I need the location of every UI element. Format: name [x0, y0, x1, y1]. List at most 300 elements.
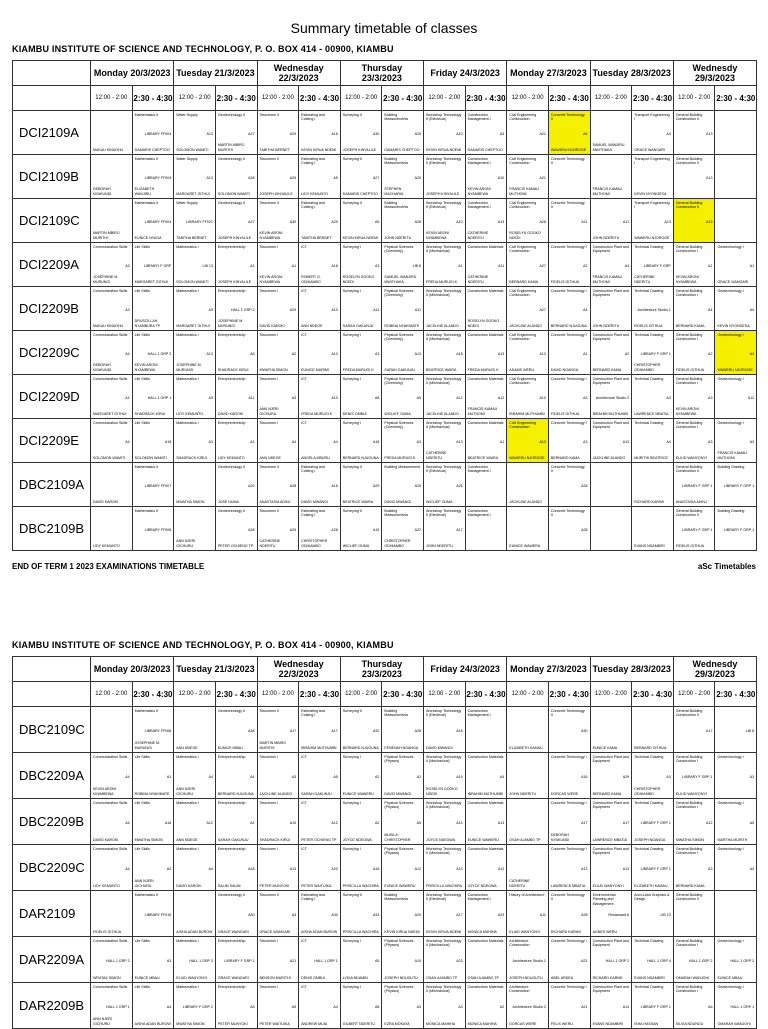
timetable-cell [715, 507, 757, 551]
timetable-cell [299, 937, 341, 983]
timetable-cell [257, 983, 299, 1029]
timetable-cell [132, 375, 174, 419]
subject-text: General Building Construction II [675, 893, 703, 902]
timetable-cell [548, 799, 590, 845]
subject-text: Construction Plant and Equipment [592, 939, 629, 948]
room-text: A16 [331, 131, 338, 136]
lecturer-text: SARAH GAKUNJU [217, 837, 249, 842]
lecturer-text: ANN NJERI GICHURU [176, 787, 196, 796]
subject-text: Workshop Technology II (Electrical) [426, 509, 462, 518]
room-text: A23 [497, 912, 505, 917]
lecturer-text: GRACE WANGARI [259, 929, 291, 934]
subject-text: Entrepreneurship [217, 939, 246, 943]
timetable-cell [673, 707, 715, 753]
room-text: LIBRARY F GRP 1 [723, 527, 755, 532]
subject-text: Surveying II [342, 157, 362, 161]
room-text: A28 [289, 483, 297, 488]
room-text: A2 [499, 1004, 505, 1009]
timetable-cell [132, 287, 174, 331]
class-row [13, 891, 757, 937]
timetable-cell [132, 463, 174, 507]
room-text: A27 [539, 307, 546, 312]
room-text: A17 [456, 912, 463, 917]
subject-text: Mathematics I [176, 245, 199, 249]
room-text: LIB 8 [745, 728, 755, 733]
subject-text: Geotechnology II [217, 201, 246, 205]
time-slot-header: 2:30 - 4:30 [715, 682, 757, 707]
subject-text: Entrepreneurship [217, 985, 246, 989]
subject-text: Entrepreneurship [217, 377, 246, 381]
lecturer-text: BERNARD NJUGUNA [342, 745, 379, 750]
subject-text: Arch-Land Graphics & Design [634, 893, 670, 902]
room-text: A30 [331, 912, 338, 917]
lecturer-text: OSAH AJAMBO TP [509, 837, 541, 842]
timetable-cell [673, 891, 715, 937]
room-text: A29 [414, 175, 422, 180]
class-name: DCI2209C [13, 331, 91, 375]
timetable-cell [632, 419, 674, 463]
day-header-row [13, 657, 757, 682]
lecturer-text: BERNARD KAMA [592, 367, 622, 372]
lecturer-text: ROBINA NYAKIMATE [134, 791, 170, 796]
timetable-cell [424, 111, 466, 155]
subject-text: Mathematics II [134, 465, 158, 469]
lecturer-text: MARTHA MURITH [717, 837, 748, 842]
subject-text: General Building Construction I [675, 939, 703, 948]
subject-text: Geotechnology II [217, 113, 246, 117]
lecturer-text: GRACE WANGARI [217, 929, 249, 934]
timetable-cell [382, 331, 424, 375]
timetable-cell [507, 937, 549, 983]
timetable-cell [382, 983, 424, 1029]
lecturer-text: ADAMS WERU [509, 367, 535, 372]
timetable-cell [465, 891, 507, 937]
lecturer-text: KEVIN ARONI NYAMBEWA [259, 231, 283, 240]
subject-text: Life Skills [134, 245, 150, 249]
timetable-cell [257, 419, 299, 463]
day-header: Friday 24/3/2023 [424, 657, 507, 682]
lecturer-text: IBRAHIM MUTHUMBI [592, 411, 628, 416]
class-name: DBC2109C [13, 707, 91, 753]
subject-text: ICT [301, 333, 307, 337]
subject-text: Civil Engineering Construction [509, 421, 537, 430]
subject-text: General Building Construction I [675, 801, 703, 810]
room-text: A28 [248, 728, 255, 733]
room-text: A3 [666, 774, 671, 779]
time-slot-header: 2:30 - 4:30 [465, 682, 507, 707]
class-name: DBC2209A [13, 753, 91, 799]
room-text: A28 [414, 728, 422, 733]
timetable-cell [340, 111, 382, 155]
lecturer-text: EUNICE MBAU [217, 745, 243, 750]
room-text: A14 [456, 820, 463, 825]
class-row [13, 937, 757, 983]
subject-text: Construction Plant and Equipment [592, 847, 629, 856]
timetable-cell [465, 707, 507, 753]
class-name: DCI2209B [13, 287, 91, 331]
timetable-cell [299, 845, 341, 891]
room-text: A21 [539, 175, 546, 180]
lecturer-text: GRACE WANGARI [634, 147, 666, 152]
subject-text: Communication Skills [93, 377, 128, 381]
room-text: A5 [333, 774, 338, 779]
timetable-cell [257, 799, 299, 845]
timetable-cell [424, 463, 466, 507]
timetable-cell [257, 463, 299, 507]
lecturer-text: PETER MUNYOKI [217, 1021, 248, 1026]
room-text: A4 [583, 307, 588, 312]
subject-text: Construction Management I [467, 201, 491, 210]
subject-text: Life Skills [134, 939, 150, 943]
lecturer-text: EUNICE WAWERU [509, 543, 541, 548]
subject-text: Technical Drawing [634, 421, 664, 425]
timetable-cell [174, 937, 216, 983]
room-text: LIBRARY FF006 [144, 527, 172, 532]
room-text: LIBRARY F GRP 1 [224, 958, 255, 963]
timetable-cell [548, 937, 590, 983]
room-text: A4 [666, 131, 671, 136]
subject-text: ICT [301, 939, 307, 943]
timetable-cell [257, 111, 299, 155]
timetable-cell [673, 243, 715, 287]
lecturer-text: ROSELYN GOOKO NDEDI [509, 231, 541, 240]
subject-text: Mathematics I [176, 333, 199, 337]
room-text: A4 [125, 774, 130, 779]
room-text: A1 [250, 439, 255, 444]
timetable-cell [715, 111, 757, 155]
subject-text: Mathematics II [134, 509, 158, 513]
timetable-cell [382, 199, 424, 243]
room-text: A1 [708, 263, 713, 268]
timetable-cell [715, 331, 757, 375]
timetable-cell [507, 891, 549, 937]
subject-text: Geotechnology II [217, 509, 246, 513]
room-text: A13 [497, 351, 505, 356]
timetable-cell [590, 891, 632, 937]
lecturer-text: EUNICE WAWERU [384, 883, 416, 888]
room-text: A3 [749, 774, 755, 779]
room-text: HALL 1 GRP 2 [230, 307, 255, 312]
room-text: A28 [248, 175, 255, 180]
timetable-cell [465, 111, 507, 155]
timetable-cell [340, 891, 382, 937]
lecturer-text: JACKLINE ALANDO [509, 499, 543, 504]
subject-text: ICT [301, 801, 307, 805]
room-text: A13 [331, 351, 338, 356]
room-text: A4 [125, 351, 130, 356]
timetable-cell [215, 983, 257, 1029]
lecturer-text: DAVID KAROKI [259, 323, 285, 328]
subject-text: Concrete Technology I [550, 755, 587, 759]
room-text: A32 [373, 728, 380, 733]
lecturer-text: BERNARD KAMA [509, 279, 539, 284]
class-name: DCI2209A [13, 243, 91, 287]
timetable-cell [590, 287, 632, 331]
room-text: A18 [331, 263, 338, 268]
timetable-cell [715, 845, 757, 891]
institution-header-1: KIAMBU INSTITUTE OF SCIENCE AND TECHNOLOGY, P. O. BOX 414 - 00900, KIAMBU [12, 44, 394, 54]
room-text: A29 [373, 483, 380, 488]
lecturer-text: FRANCIS KAMAU MUTHOMI [509, 187, 539, 196]
timetable-cell [465, 199, 507, 243]
day-header: Thursday 23/3/2023 [340, 61, 423, 86]
timetable-cell [465, 463, 507, 507]
subject-text: Estimating and Costing I [301, 509, 325, 518]
timetable-cell [257, 287, 299, 331]
subject-text: Construction Plant and Equipment [592, 333, 629, 342]
subject-text: Workshop Technology II (Mechanical) [426, 755, 462, 764]
timetable-cell [340, 199, 382, 243]
subject-text: Surveying I [342, 939, 361, 943]
room-text: A10 [331, 395, 338, 400]
lecturer-text: MARGARET GITHUI [134, 279, 169, 284]
timetable-cell [424, 937, 466, 983]
timetable-cell [257, 707, 299, 753]
lecturer-text: SARAH GAKUNJU [301, 791, 332, 796]
room-text: LIBRARY F GRP 1 [640, 351, 671, 356]
lecturer-text: FREDA MURUGI K [342, 367, 374, 372]
lecturer-text: SOLOMON WAMITI [93, 455, 126, 460]
timetable-cell [299, 243, 341, 287]
timetable-cell [424, 243, 466, 287]
subject-text: Geotechnology I [717, 377, 744, 381]
day-header: Tuesday 28/3/2023 [590, 657, 673, 682]
time-slot-header: 2:30 - 4:30 [548, 682, 590, 707]
room-text: A3 [208, 439, 213, 444]
timetable-cell [299, 463, 341, 507]
timetable-cell [340, 799, 382, 845]
timetable-cell [215, 331, 257, 375]
lecturer-text: WICLIEF OUMA [342, 543, 370, 548]
room-text: A18 [373, 439, 380, 444]
timetable-cell [215, 419, 257, 463]
timetable-cell [424, 753, 466, 799]
room-text: A21 [581, 958, 588, 963]
room-text: A3 [375, 263, 380, 268]
lecturer-text: ANN NDEGE [301, 323, 323, 328]
subject-text: Concrete Technology II [550, 465, 585, 474]
timetable-cell [465, 753, 507, 799]
subject-text: General Building Construction I [675, 289, 703, 298]
lecturer-text: ELIUD WANYONYI [675, 455, 707, 460]
lecturer-text: BERNARD NJUGUNA [342, 455, 379, 460]
room-text: A13 [497, 219, 505, 224]
timetable-cell [507, 375, 549, 419]
lecturer-text: ROSELYN GOOKO NDEDI [342, 275, 375, 284]
room-text: A14 [622, 1004, 630, 1009]
room-text: A13 [706, 175, 713, 180]
lecturer-text: FREDA MURUGI K [467, 367, 499, 372]
room-text: A10 [289, 820, 297, 825]
room-text: A18 [164, 439, 172, 444]
timetable-cell [174, 375, 216, 419]
subject-text: Life Skills [134, 847, 150, 851]
subject-text: Building Measurements [384, 893, 409, 902]
subject-text: Physical Sciences (Chemistry) [384, 333, 414, 342]
timetable-cell [715, 199, 757, 243]
subject-text: Mathematics I [176, 985, 199, 989]
timetable-cell [548, 287, 590, 331]
timetable-cell [424, 983, 466, 1029]
subject-text: Construction Management I [467, 709, 491, 718]
timetable-cell [590, 463, 632, 507]
timetable-cell [715, 287, 757, 331]
footer-left: END OF TERM 1 2023 EXAMINATIONS TIMETABLE [12, 562, 205, 571]
lecturer-text: KEVIN NYONGESA [634, 191, 667, 196]
room-text: A13 [706, 131, 713, 136]
time-slot-header: 2:30 - 4:30 [715, 86, 757, 111]
room-text: HALL 1 GRP 2 [147, 351, 172, 356]
timetable-cell [257, 753, 299, 799]
timetable-cell [340, 155, 382, 199]
timetable-cell [632, 243, 674, 287]
timetable-cell [424, 287, 466, 331]
room-text: A2 [375, 774, 380, 779]
lecturer-text: MAKAU KINUDHU [93, 147, 124, 152]
class-row [13, 463, 757, 507]
lecturer-text: PETER OCHIENG TP [301, 837, 337, 842]
subject-text: Entrepreneurship [217, 755, 246, 759]
subject-text: Workshop Technology II (Mechanical) [426, 289, 462, 298]
room-text: Restaurant A [608, 912, 630, 917]
timetable-cell [507, 155, 549, 199]
timetable-cell [174, 463, 216, 507]
timetable-cell [132, 845, 174, 891]
room-text: A4 [749, 351, 755, 356]
subject-text: Construction Plant and Equipment [592, 801, 629, 810]
lecturer-text: BERNARD KAMA [675, 323, 705, 328]
timetable-cell [465, 287, 507, 331]
timetable-cell [465, 983, 507, 1029]
lecturer-text: JOHN NDERITU [592, 323, 620, 328]
timetable-cell [715, 707, 757, 753]
lecturer-text: ANN NDEGE [176, 745, 198, 750]
timetable-cell [91, 111, 133, 155]
room-text: A11 [623, 219, 630, 224]
timetable-cell [548, 707, 590, 753]
lecturer-text: FELIX WERU [550, 1021, 573, 1026]
subject-text: Technical Drawing [634, 377, 664, 381]
timetable-cell [215, 753, 257, 799]
lecturer-text: OSAH AJAMBO TP [426, 975, 458, 980]
timetable-cell [215, 199, 257, 243]
timetable-cell [382, 707, 424, 753]
timetable-cell [465, 799, 507, 845]
room-text: A12 [497, 395, 505, 400]
timetable-cell [590, 753, 632, 799]
lecturer-text: EVANS NDAMBIRI [592, 1021, 624, 1026]
lecturer-text: ANN NJERI GICHURU [259, 407, 279, 416]
lecturer-text: PRISCILLA WACHIRA [342, 929, 379, 934]
room-text: LIBRARY FF015 [144, 912, 172, 917]
timetable-cell [215, 891, 257, 937]
timetable-cell [382, 155, 424, 199]
timetable-cell [715, 799, 757, 845]
lecturer-text: DAVID KAROKI [93, 499, 119, 504]
timetable-cell [215, 507, 257, 551]
subject-text: Construction Management I [467, 157, 491, 166]
class-row [13, 199, 757, 243]
lecturer-text: EUNICE WAWERU [467, 837, 499, 842]
timetable-cell [299, 707, 341, 753]
lecturer-text: CHRISTOPHER ODHIAMBO [634, 787, 661, 796]
subject-text: Surveying I [342, 801, 361, 805]
lecturer-text: DRUSCILLAH NYAMBURA TP [134, 319, 161, 328]
subject-text: General Building Construction II [675, 113, 703, 122]
timetable-cell [507, 753, 549, 799]
class-row [13, 287, 757, 331]
subject-text: Building Drawing [717, 465, 745, 469]
lecturer-text: SHADRACK KIRUI [134, 411, 166, 416]
subject-text: Workshop Technology II (Mechanical) [426, 421, 462, 430]
lecturer-text: DAVID NGANGA [550, 367, 579, 372]
subject-text: General Building Construction I [675, 985, 703, 994]
timetable-cell [382, 243, 424, 287]
timetable-cell [465, 507, 507, 551]
timetable-cell [132, 199, 174, 243]
room-text: A21 [539, 131, 546, 136]
timetable-cell [91, 287, 133, 331]
room-text: A3 [458, 1004, 463, 1009]
timetable-cell [424, 419, 466, 463]
room-text: Architecture Studio 1 [637, 307, 671, 312]
subject-text: Surveying II [342, 201, 362, 205]
timetable-cell [632, 155, 674, 199]
timetable-cell [673, 463, 715, 507]
timetable-cell [548, 463, 590, 507]
subject-text: Surveying II [342, 893, 362, 897]
lecturer-text: MONICA MAHIHA [426, 1021, 456, 1026]
timetable-cell [424, 707, 466, 753]
lecturer-text: CATHERINE NDERITU [467, 275, 489, 284]
room-text: A3 [708, 866, 713, 871]
subject-text: Physical Sciences (Chemistry) [384, 421, 414, 430]
timetable-cell [132, 707, 174, 753]
room-text: A29 [331, 219, 338, 224]
lecturer-text: PETER MUNYOKI [259, 883, 290, 888]
lecturer-text: SHADRACK KIRUI [176, 455, 207, 460]
room-text: A17 [622, 820, 630, 825]
room-text: A19 [414, 958, 422, 963]
timetable-cell [632, 799, 674, 845]
subject-text: Workshop Technology II (Electrical) [426, 893, 462, 902]
timetable-cell [91, 199, 133, 243]
room-text: LIBRARY FF008 [144, 728, 172, 733]
timetable-cell [590, 799, 632, 845]
timetable-cell [382, 419, 424, 463]
subject-text: Geotechnology I [717, 755, 744, 759]
subject-text: Building Drawing [717, 509, 745, 513]
lecturer-text: JOYCE NDEGWA [467, 883, 497, 888]
timetable-cell [299, 287, 341, 331]
timetable-cell [299, 983, 341, 1029]
timetable-cell [382, 111, 424, 155]
footer-right: aSc Timetables [697, 562, 756, 571]
timetable-cell [673, 937, 715, 983]
lecturer-text: JOHN NDERITU [426, 543, 453, 548]
room-text: A29 [414, 483, 422, 488]
room-text: A4 [333, 1004, 338, 1009]
subject-text: Mathematics II [134, 157, 158, 161]
timetable-cell [299, 507, 341, 551]
lecturer-text: DORCAS WERE [550, 791, 579, 796]
subject-text: Surveying II [342, 709, 362, 713]
lecturer-text: FRANCIS KAMAU MUTHOMI [717, 451, 748, 460]
lecturer-text: ELIUD WANYONYI [675, 791, 707, 796]
lecturer-text: BENSON MURITHI [259, 975, 291, 980]
subject-text: Surveying II [342, 465, 362, 469]
lecturer-text: MWATHA SIMON [259, 367, 288, 372]
